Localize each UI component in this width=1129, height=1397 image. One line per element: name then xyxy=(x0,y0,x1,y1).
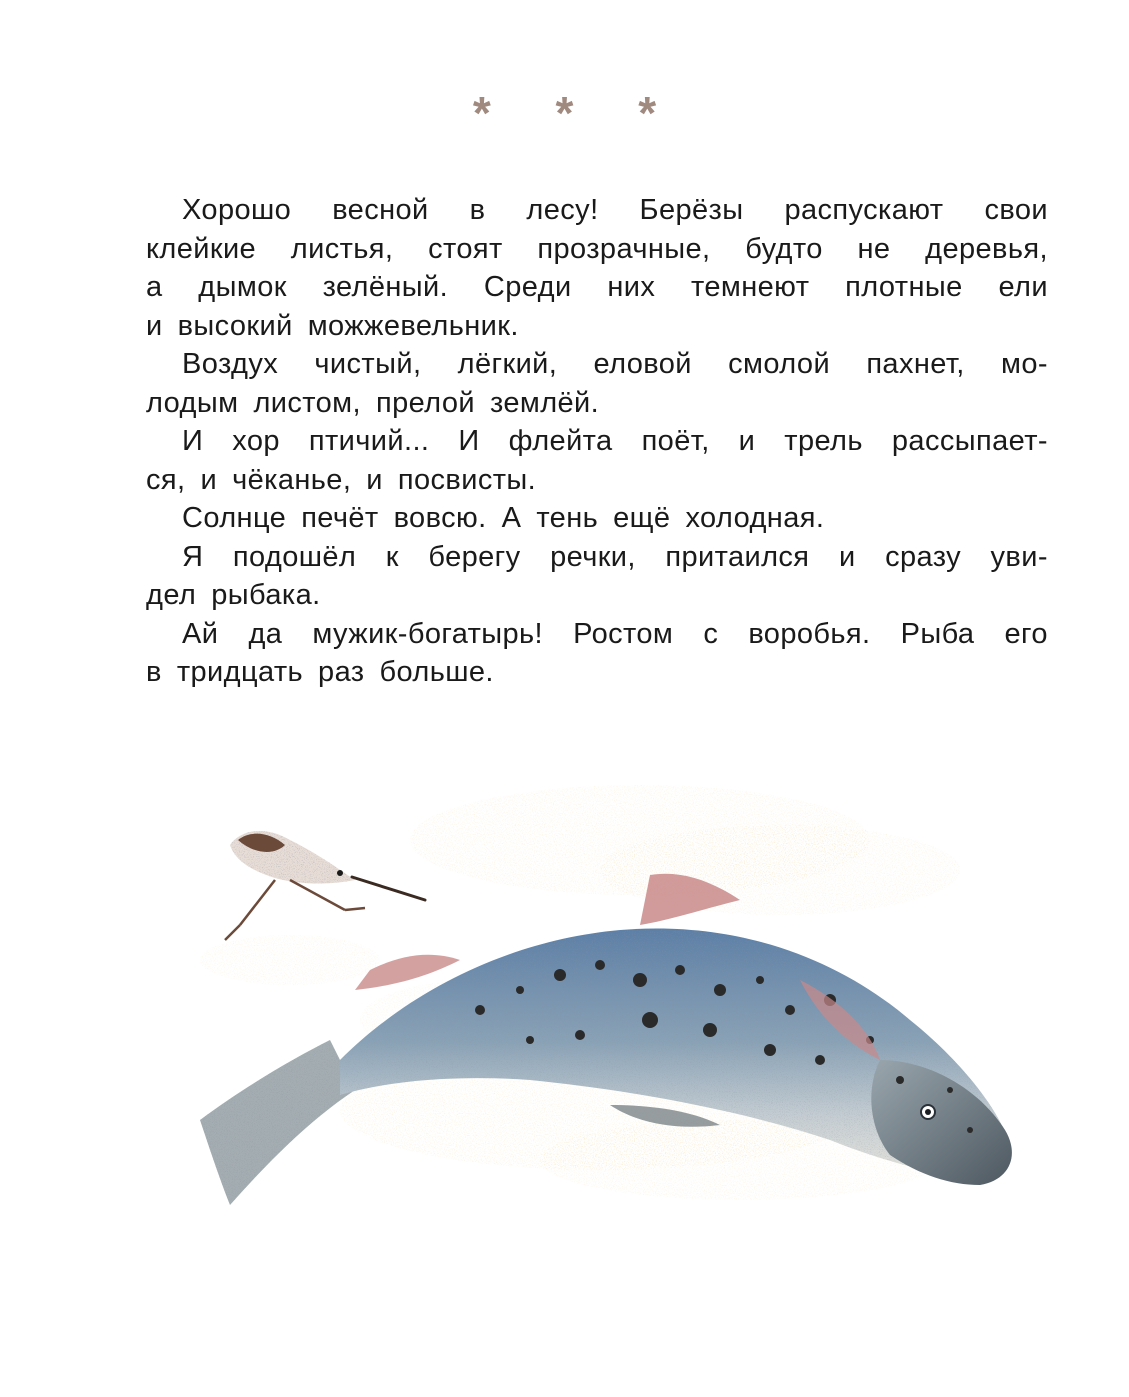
word: листья, xyxy=(290,232,394,265)
word: стоят xyxy=(428,232,503,265)
word: его xyxy=(1004,617,1048,650)
word: речки, xyxy=(550,540,636,573)
word: ещё xyxy=(613,502,671,534)
word: Ростом xyxy=(573,617,674,650)
word: Воздух xyxy=(182,348,279,380)
word: темнеют xyxy=(691,271,810,303)
word: притаился xyxy=(665,540,810,573)
word: зелёный. xyxy=(322,271,449,303)
word: берегу xyxy=(428,540,521,573)
word: пахнет, xyxy=(866,348,965,380)
word: весной xyxy=(332,194,429,226)
word: лесу! xyxy=(526,194,599,226)
word: рассыпает- xyxy=(891,425,1048,457)
word: холодная. xyxy=(685,502,825,534)
text-line xyxy=(146,230,1048,269)
word: поёт, xyxy=(641,425,710,457)
word: А xyxy=(501,502,522,534)
word: листом, xyxy=(253,386,361,419)
word: птичий... xyxy=(308,425,430,457)
word: мо- xyxy=(1001,348,1048,380)
word: трель xyxy=(784,425,863,457)
word: печёт xyxy=(301,502,379,534)
word: и xyxy=(838,540,856,573)
word: Среди xyxy=(483,271,572,303)
text-line xyxy=(146,345,1048,384)
word: ся, xyxy=(146,463,186,496)
word: тень xyxy=(536,502,599,534)
word: рыбака. xyxy=(211,579,321,611)
word: вовсю. xyxy=(393,502,487,534)
word: да xyxy=(248,617,283,650)
word: хор xyxy=(232,425,280,457)
word: ели xyxy=(998,271,1048,303)
word: тридцать xyxy=(176,656,304,688)
word: будто xyxy=(745,232,823,265)
word: в xyxy=(469,194,486,226)
section-separator: * * * xyxy=(472,87,683,139)
word: Ай xyxy=(182,617,219,650)
text-line xyxy=(146,384,1048,423)
word: а xyxy=(146,271,163,303)
text-line xyxy=(146,499,1048,538)
text-line xyxy=(146,653,1048,692)
word: дел xyxy=(146,579,197,611)
word: дымок xyxy=(198,271,287,303)
word: подошёл xyxy=(232,540,357,573)
word: чёканье, xyxy=(232,463,352,496)
word: плотные xyxy=(845,271,963,303)
word: флейта xyxy=(508,425,613,457)
word: и xyxy=(146,309,163,342)
word: прелой xyxy=(375,386,475,419)
story-text xyxy=(146,191,1048,692)
word: раз xyxy=(318,656,365,688)
word: можжевельник. xyxy=(307,309,519,342)
word: Солнце xyxy=(182,502,287,534)
word: И xyxy=(458,425,480,457)
word: Хорошо xyxy=(182,194,292,226)
word: посвисты. xyxy=(397,463,537,496)
text-line xyxy=(146,191,1048,230)
word: свои xyxy=(984,194,1048,226)
word: Берёзы xyxy=(639,194,744,226)
word: и xyxy=(200,463,218,496)
word: них xyxy=(607,271,656,303)
word: еловой xyxy=(593,348,692,380)
fish-and-bird-illustration xyxy=(180,760,1060,1220)
word: высокий xyxy=(177,309,293,342)
text-line xyxy=(146,268,1048,307)
word: прозрачные, xyxy=(537,232,711,265)
word: Рыба xyxy=(900,617,975,650)
word: уви- xyxy=(990,540,1048,573)
word: в xyxy=(146,656,162,688)
word: землёй. xyxy=(489,386,600,419)
word: и xyxy=(366,463,383,496)
word: распускают xyxy=(784,194,944,226)
word: воробья. xyxy=(748,617,871,650)
word: лёгкий, xyxy=(457,348,558,380)
word: чистый, xyxy=(314,348,422,380)
text-line xyxy=(146,615,1048,654)
word: смолой xyxy=(728,348,831,380)
text-line xyxy=(146,576,1048,615)
word: больше. xyxy=(379,656,494,688)
text-line xyxy=(146,307,1048,346)
word: и xyxy=(738,425,756,457)
text-line xyxy=(146,461,1048,500)
word: не xyxy=(857,232,891,265)
word: И xyxy=(182,425,204,457)
sandpiper-icon xyxy=(225,831,425,940)
word: клейкие xyxy=(146,232,257,265)
word: Я xyxy=(182,540,204,573)
text-line xyxy=(146,422,1048,461)
word: мужик-богатырь! xyxy=(312,617,544,650)
word: к xyxy=(385,540,399,573)
word: лодым xyxy=(146,386,239,419)
text-line xyxy=(146,538,1048,577)
word: сразу xyxy=(885,540,961,573)
word: с xyxy=(703,617,719,650)
word: деревья, xyxy=(925,232,1048,265)
